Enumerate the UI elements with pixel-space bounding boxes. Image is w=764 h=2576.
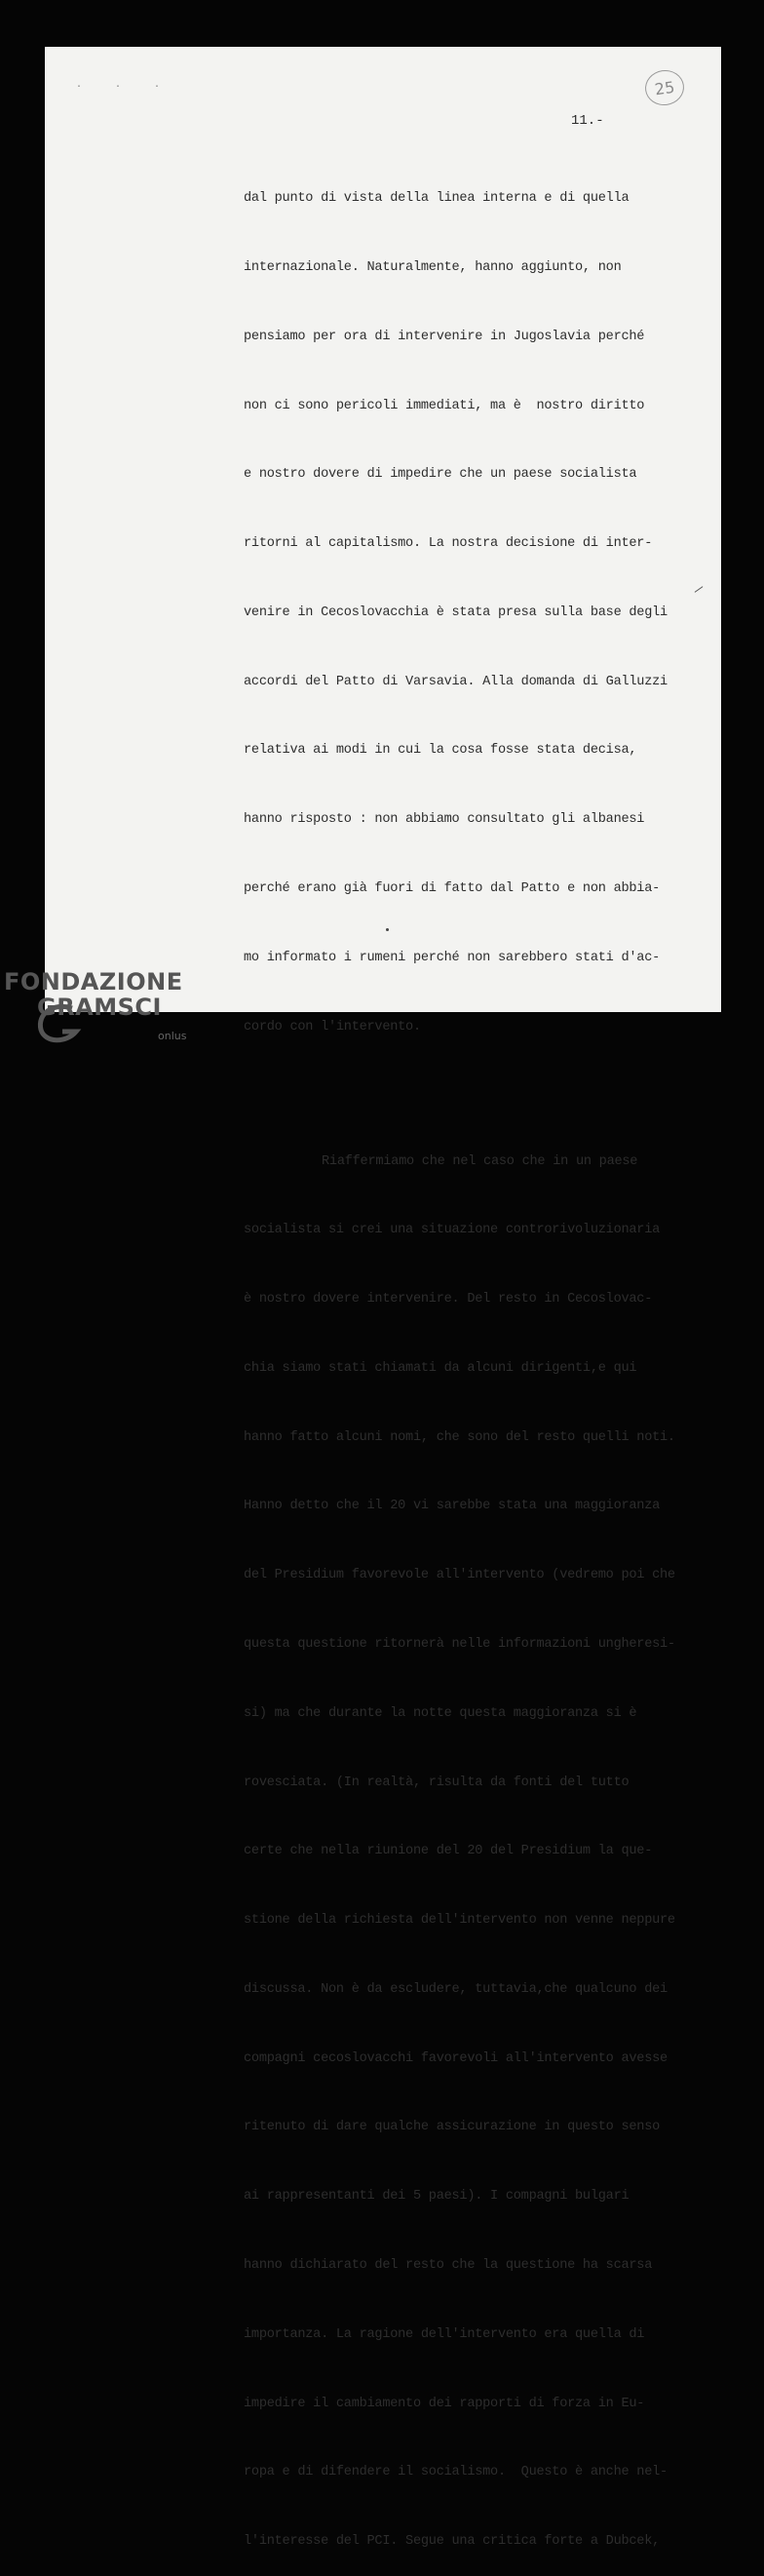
text-line: non ci sono pericoli immediati, ma è nostro diritto: [244, 398, 645, 413]
top-marks: · · ·: [76, 82, 174, 93]
text-line: mo informato i rumeni perché non sarebbero stati d'ac-: [244, 950, 661, 965]
watermark-line1: FONDAZIONE: [4, 968, 183, 995]
text-line: dal punto di vista della linea interna e di quella: [244, 191, 630, 207]
text-line: hanno dichiarato del resto che la questione ha scarsa: [244, 2258, 653, 2274]
watermark-suffix: onlus: [158, 1030, 187, 1042]
text-line: è nostro dovere intervenire. Del resto in Cecoslovac-: [244, 1292, 653, 1308]
text-line: discussa. Non è da escludere, tuttavia,che qualcuno dei: [244, 1981, 668, 1997]
text-line: si) ma che durante la notte questa maggioranza si è: [244, 1705, 637, 1721]
text-line: perché erano già fuori di fatto dal Patto e non abbia-: [244, 881, 661, 896]
text-line: impedire il cambiamento dei rapporti di forza in Eu-: [244, 2396, 645, 2411]
text-line: ai rappresentanti dei 5 paesi). I compagni bulgari: [244, 2189, 630, 2205]
text-line: questa questione ritornerà nelle informazioni ungheresi-: [244, 1637, 675, 1652]
page-dot: [386, 928, 389, 931]
text-line: accordi del Patto di Varsavia. Alla domanda di Galluzzi: [244, 674, 668, 689]
text-line: pensiamo per ora di intervenire in Jugoslavia perché: [244, 329, 645, 344]
text-line: ropa e di difendere il socialismo. Questo è anche nel-: [244, 2465, 668, 2480]
text-line: e nostro dovere di impedire che un paese socialista: [244, 467, 637, 483]
text-line: ritorni al capitalismo. La nostra decisione di inter-: [244, 536, 653, 552]
text-line: hanno risposto : non abbiamo consultato gli albanesi: [244, 812, 645, 828]
text-line: l'interesse del PCI. Segue una critica forte a Dubcek,: [244, 2534, 661, 2550]
text-line: relativa ai modi in cui la cosa fosse stata decisa,: [244, 743, 637, 759]
archive-stamp: 25: [643, 67, 687, 107]
text-line: importanza. La ragione dell'intervento era quella di: [244, 2326, 645, 2342]
text-line: internazionale. Naturalmente, hanno aggiunto, non: [244, 259, 622, 275]
text-line: compagni cecoslovacchi favorevoli all'intervento avesse: [244, 2050, 668, 2066]
text-line: Hanno detto che il 20 vi sarebbe stata una maggioranza: [244, 1499, 661, 1514]
g-swirl-icon: [33, 1000, 84, 1047]
text-line: ritenuto di dare qualche assicurazione in questo senso: [244, 2120, 661, 2135]
text-line: stione della richiesta dell'intervento non venne neppure: [244, 1913, 675, 1929]
paragraph-gap: [244, 1084, 684, 1104]
body-text: [244, 141, 684, 2576]
text-line: del Presidium favorevole all'intervento (vedremo poi che: [244, 1568, 675, 1583]
text-line: hanno fatto alcuni nomi, che sono del resto quelli noti.: [244, 1429, 675, 1445]
watermark-logo: [4, 968, 187, 1042]
text-line: certe che nella riunione del 20 del Presidium la que-: [244, 1844, 653, 1859]
text-line: chia siamo stati chiamati da alcuni dirigenti,e qui: [244, 1360, 637, 1376]
text-line: socialista si crei una situazione controrivoluzionaria: [244, 1223, 661, 1238]
text-line: venire in Cecoslovacchia è stata presa sulla base degli: [244, 605, 668, 620]
watermark-line2: GRAMSCI: [37, 994, 162, 1021]
page-number: 11.-: [571, 113, 604, 129]
text-line: rovesciata. (In realtà, risulta da fonti del tutto: [244, 1775, 630, 1790]
text-line: Riaffermiamo che nel caso che in un paese: [322, 1153, 638, 1169]
text-line: cordo con l'intervento.: [244, 1019, 421, 1034]
